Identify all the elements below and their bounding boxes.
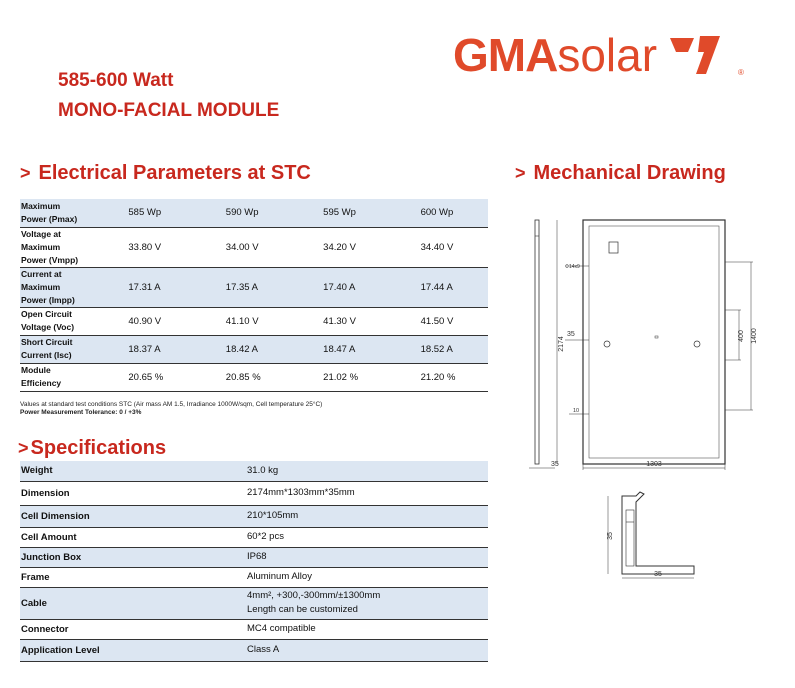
specifications-table (20, 461, 488, 662)
parameter-value: 585 Wp (128, 207, 162, 219)
module-mechanical-drawing (525, 212, 765, 472)
profile-height-dimension: 35 (607, 532, 614, 540)
parameter-label-line: Current (Isc) (21, 350, 72, 360)
spec-label: Cable (21, 597, 47, 609)
mechanical-section-title (515, 162, 726, 185)
parameter-value: 18.52 A (420, 343, 453, 355)
parameter-label (20, 363, 98, 391)
parameter-label-line: Short Circuit (21, 337, 73, 347)
parameter-value: 41.50 V (420, 315, 454, 327)
electrical-row (20, 199, 488, 227)
spec-value (247, 639, 488, 661)
spec-value (247, 527, 488, 547)
parameter-value: 40.90 V (128, 315, 162, 327)
spec-row (20, 527, 488, 547)
spec-label: Application Level (21, 644, 100, 656)
parameter-value: 33.80 V (128, 241, 162, 253)
dimension-10: 10 (573, 408, 580, 414)
parameter-label-line: Power (Pmax) (21, 213, 78, 224)
frame-profile-drawing (600, 488, 710, 583)
spec-value (247, 547, 488, 567)
logo-gma-text: GMA (453, 29, 558, 81)
logo-solar-text: solar (557, 29, 658, 81)
spec-label: Cell Amount (21, 531, 77, 543)
spec-label: Connector (21, 623, 69, 635)
spec-label: Cell Dimension (21, 510, 90, 522)
spec-value-line: 2174mm*1303mm*35mm (247, 487, 355, 498)
profile-width-dimension: 35 (654, 571, 662, 578)
electrical-row (20, 335, 488, 363)
spec-value-line: Length can be customized (247, 604, 358, 615)
parameter-label-line: Maximum (21, 281, 61, 292)
spec-row (20, 567, 488, 587)
dimension-1400: 1400 (751, 328, 758, 344)
product-title (58, 66, 279, 126)
spec-value-line: 31.0 kg (247, 464, 279, 476)
parameter-value: 595 Wp (323, 207, 356, 219)
spec-row (20, 547, 488, 567)
dimension-400: 400 (738, 330, 745, 342)
side-profile-bar (535, 220, 539, 464)
spec-value (247, 619, 488, 639)
parameter-label-line: Current at (21, 268, 62, 279)
spec-row (20, 639, 488, 661)
parameter-value: 41.10 V (225, 315, 259, 327)
section-arrow-icon: > (515, 163, 526, 183)
parameter-label-line: Power (Impp) (21, 294, 75, 305)
parameter-label (20, 335, 98, 363)
parameter-value: 17.44 A (420, 281, 453, 293)
title-line-2: MONO-FACIAL MODULE (58, 100, 280, 121)
parameter-value: 21.20 % (420, 371, 456, 383)
module-outline (583, 220, 725, 464)
section-arrow-icon: > (18, 438, 29, 458)
parameter-label-line: Maximum (21, 200, 61, 211)
parameter-value: 17.35 A (225, 281, 259, 293)
spec-value (247, 505, 488, 527)
parameter-value: 17.40 A (323, 281, 356, 293)
spec-value-line: IP68 (247, 551, 267, 562)
spec-value-line: 60*2 pcs (247, 531, 284, 542)
parameter-value: 21.02 % (323, 371, 359, 383)
parameter-value: 20.85 % (225, 371, 261, 383)
ground-hole-left-icon (604, 341, 610, 347)
parameter-value: 41.30 V (323, 315, 356, 327)
spec-label: Dimension (21, 487, 70, 499)
parameter-label-line: Maximum (21, 241, 61, 252)
spec-row (20, 461, 488, 481)
spec-label: Junction Box (21, 551, 82, 563)
parameter-value: 18.47 A (323, 343, 356, 355)
frame-depth-dimension: 35 (551, 461, 559, 468)
logo-registered-mark: ® (738, 68, 744, 77)
parameter-value: 34.00 V (225, 241, 259, 253)
electrical-title-text: Electrical Parameters at STC (38, 162, 311, 184)
electrical-row (20, 363, 488, 391)
spec-label: Frame (21, 571, 50, 583)
tolerance-note: Power Measurement Tolerance: 0 / +3% (20, 409, 142, 416)
width-dimension: 1303 (646, 461, 662, 468)
spec-value (247, 481, 488, 505)
spec-label: Weight (21, 465, 53, 477)
hole-dimension: Φ14x9 (565, 264, 580, 270)
frame-side-dimension: 35 (567, 331, 575, 338)
spec-value-line: 4mm², +300,-300mm/±1300mm (247, 590, 381, 601)
parameter-value: 20.65 % (128, 371, 164, 383)
electrical-row (20, 307, 488, 335)
mechanical-title-text: Mechanical Drawing (533, 162, 726, 184)
parameter-value: 600 Wp (420, 207, 454, 219)
electrical-row (20, 267, 488, 307)
spec-row (20, 505, 488, 527)
parameter-value: 34.20 V (323, 241, 356, 253)
gmasolar-logo (453, 28, 744, 83)
logo-mark-icon (666, 30, 726, 80)
spec-value-line: MC4 compatible (247, 623, 316, 634)
parameter-value: 18.37 A (128, 343, 161, 355)
parameter-value: 590 Wp (225, 207, 259, 219)
section-arrow-icon: > (20, 163, 31, 183)
parameter-value: 17.31 A (128, 281, 161, 293)
ground-hole-right-icon (694, 341, 700, 347)
spec-value-line: Aluminum Alloy (247, 571, 312, 582)
parameter-label (20, 267, 98, 307)
height-dimension: 2174 (558, 336, 565, 352)
spec-value (247, 587, 488, 619)
electrical-parameters-table (20, 199, 488, 392)
parameter-label-line: Power (Vmpp) (21, 254, 79, 265)
parameter-label-line: Voltage at (21, 228, 61, 239)
electrical-section-title (20, 162, 311, 185)
parameter-label (20, 227, 98, 267)
parameter-label-line: Open Circuit (21, 309, 73, 319)
parameter-label (20, 199, 98, 227)
spec-row (20, 619, 488, 639)
specifications-title-text: Specifications (30, 437, 167, 459)
spec-row (20, 587, 488, 619)
junction-box (609, 242, 618, 253)
frame-profile-outline (622, 492, 694, 574)
spec-row (20, 481, 488, 505)
spec-value (247, 567, 488, 587)
electrical-note (20, 401, 322, 417)
spec-value (247, 461, 488, 481)
parameter-label-line: Voltage (Voc) (21, 322, 75, 332)
parameter-value: 34.40 V (420, 241, 454, 253)
specifications-section-title (18, 437, 166, 460)
parameter-value: 18.42 A (225, 343, 259, 355)
electrical-row (20, 227, 488, 267)
parameter-label (20, 307, 98, 335)
spec-value-line: 210*105mm (247, 510, 299, 521)
spec-value-line: Class A (247, 644, 280, 655)
title-line-1: 585-600 Watt (58, 70, 174, 91)
parameter-label-line: Efficiency (21, 378, 62, 388)
parameter-label-line: Module (21, 365, 51, 375)
stc-note: Values at standard test conditions STC (Air mass AM 1.5, Irradiance 1000W/sqm, Cell temperature 25°C) (20, 401, 323, 408)
